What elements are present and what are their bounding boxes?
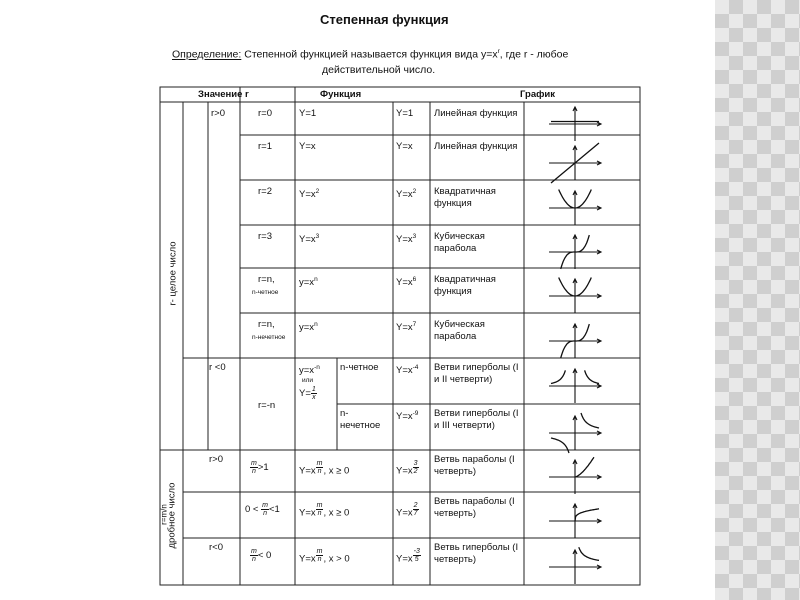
frac-example-frac-den: 5 (414, 556, 419, 563)
definition-text: Степенной функцией называется функция вида y=x (244, 48, 498, 61)
neg-even-name: Ветви гиперболы (I и II четверти) (434, 362, 519, 385)
header-graph: График (520, 89, 556, 100)
frac-name: Ветвь параболы (I четверть) (434, 454, 515, 477)
row-func-text: Y=1 (299, 108, 317, 119)
frac-name: Ветвь гиперболы (I четверть) (434, 542, 519, 565)
frac-example-text: Y=x (396, 465, 413, 477)
definition-exp: r (497, 48, 500, 55)
frac-func-rest: , x > 0 (323, 553, 350, 565)
frac-cond-rest: <1 (268, 504, 280, 516)
row-r: r=2 (258, 186, 272, 197)
frac-example-text: Y=x (396, 553, 413, 565)
row-func-exp: n (314, 321, 318, 328)
graph-curve (579, 547, 599, 560)
row-func-exp: n (314, 276, 318, 283)
row-example-text: Y=1 (396, 108, 414, 119)
row-name: Линейная функция (434, 108, 518, 119)
frac-cond-frac-num: m (251, 548, 257, 555)
definition-label: Определение: (172, 48, 242, 61)
frac-example-frac-num: 3 (413, 460, 418, 467)
row-name: Линейная функция (434, 141, 518, 152)
definition-line2: действительной число. (322, 63, 436, 76)
frac-func-frac-num: m (316, 460, 323, 467)
row-example-text: Y=x (396, 234, 413, 246)
frac-func-frac-den: n (317, 510, 322, 517)
row-func-text: Y=x (299, 141, 316, 152)
row-func-text: Y=x (299, 234, 316, 246)
neg-func-exp: -n (314, 364, 320, 371)
row-example-text: Y=x (396, 322, 413, 334)
row-example-exp: 7 (412, 321, 417, 328)
row-name: Квадратичная функция (434, 186, 496, 209)
frac-cond-frac-den: n (251, 468, 256, 475)
neg-even-example-text: Y=x (396, 365, 413, 377)
neg-odd-name: Ветви гиперболы (I и III четверти) (434, 408, 519, 431)
row-example-text: Y=x (396, 141, 413, 152)
cond-frac-positive: r>0 (209, 454, 223, 465)
frac-example-frac-den: 2 (413, 468, 418, 475)
row-func-text: Y=x (299, 189, 316, 201)
frac-example-frac-num: 2 (413, 502, 418, 509)
row-example-exp: 2 (412, 188, 417, 195)
definition-text2: , где r - любое (499, 48, 569, 61)
cond-negative: r <0 (209, 362, 226, 373)
frac-func-text: Y=x (299, 507, 316, 519)
row-func-exp: 2 (315, 188, 320, 195)
row-name: Кубическая парабола (434, 231, 485, 254)
neg-even: n-четное (340, 362, 379, 373)
row-func-text: y=x (299, 322, 315, 334)
frac-cond-frac-den: n (263, 510, 267, 517)
neg-even-exp: -4 (412, 364, 419, 371)
row-func-text: y=x (299, 277, 315, 289)
row-r: r=0 (258, 108, 272, 119)
neg-func-text: y=x (299, 365, 315, 377)
row-r: r=n, (258, 274, 275, 285)
cond-frac-negative: r<0 (209, 542, 223, 553)
row-r: r=3 (258, 231, 272, 242)
header-function: Функция (320, 89, 362, 100)
neg-r: r=-n (258, 400, 276, 411)
frac-func-text: Y=x (299, 465, 316, 477)
frac-cond-frac-num: m (251, 460, 257, 467)
frac-cond-rest: < 0 (257, 550, 272, 562)
row-r-note: n-нечетное (252, 334, 286, 341)
frac-cond-frac-num: m (262, 502, 268, 509)
row-example-exp: 6 (412, 276, 417, 283)
neg-func2-num: 1 (311, 386, 316, 393)
frac-func-text: Y=x (299, 553, 316, 565)
frac-cond-pre: 0 < (245, 504, 262, 516)
row-r-note: n-четное (252, 289, 279, 296)
frac-func-rest: , x ≥ 0 (323, 507, 350, 519)
row-name: Квадратичная функция (434, 274, 496, 297)
frac-name: Ветвь параболы (I четверть) (434, 496, 515, 519)
group-fraction-r: r=m/n (159, 504, 169, 525)
neg-func2-den: x (312, 394, 316, 401)
row-r: r=1 (258, 141, 272, 152)
page-title: Степенная функция (320, 12, 449, 27)
neg-func2-text: Y= (299, 388, 311, 400)
row-func-exp: 3 (315, 233, 320, 240)
neg-or: или (302, 377, 314, 384)
frac-cond-rest: >1 (257, 462, 269, 474)
frac-func-frac-den: n (317, 468, 322, 475)
frac-func-frac-den: n (317, 556, 322, 563)
row-example-text: Y=x (396, 277, 413, 289)
frac-example-text: Y=x (396, 507, 413, 519)
header-value: Значение r (198, 89, 249, 100)
row-example-exp: 3 (412, 233, 417, 240)
frac-cond-frac-den: n (251, 556, 256, 563)
cond-positive: r>0 (211, 108, 225, 119)
frac-func-rest: , x ≥ 0 (323, 465, 350, 477)
frac-func-frac-num: m (316, 548, 323, 555)
neg-odd-exp: -9 (412, 410, 419, 417)
group-integer: r- целое число (167, 241, 179, 306)
group-fraction: дробное число (166, 482, 178, 549)
row-name: Кубическая парабола (434, 319, 485, 342)
row-example-text: Y=x (396, 189, 413, 201)
neg-odd: n- нечетное (340, 408, 381, 431)
frac-example-frac-num: -3 (413, 548, 420, 555)
frac-func-frac-num: m (316, 502, 323, 509)
neg-odd-example-text: Y=x (396, 411, 413, 423)
graph-curve (575, 457, 594, 477)
graph-curve (575, 509, 599, 521)
row-r: r=n, (258, 319, 275, 330)
frac-example-frac-den: 7 (413, 510, 418, 517)
